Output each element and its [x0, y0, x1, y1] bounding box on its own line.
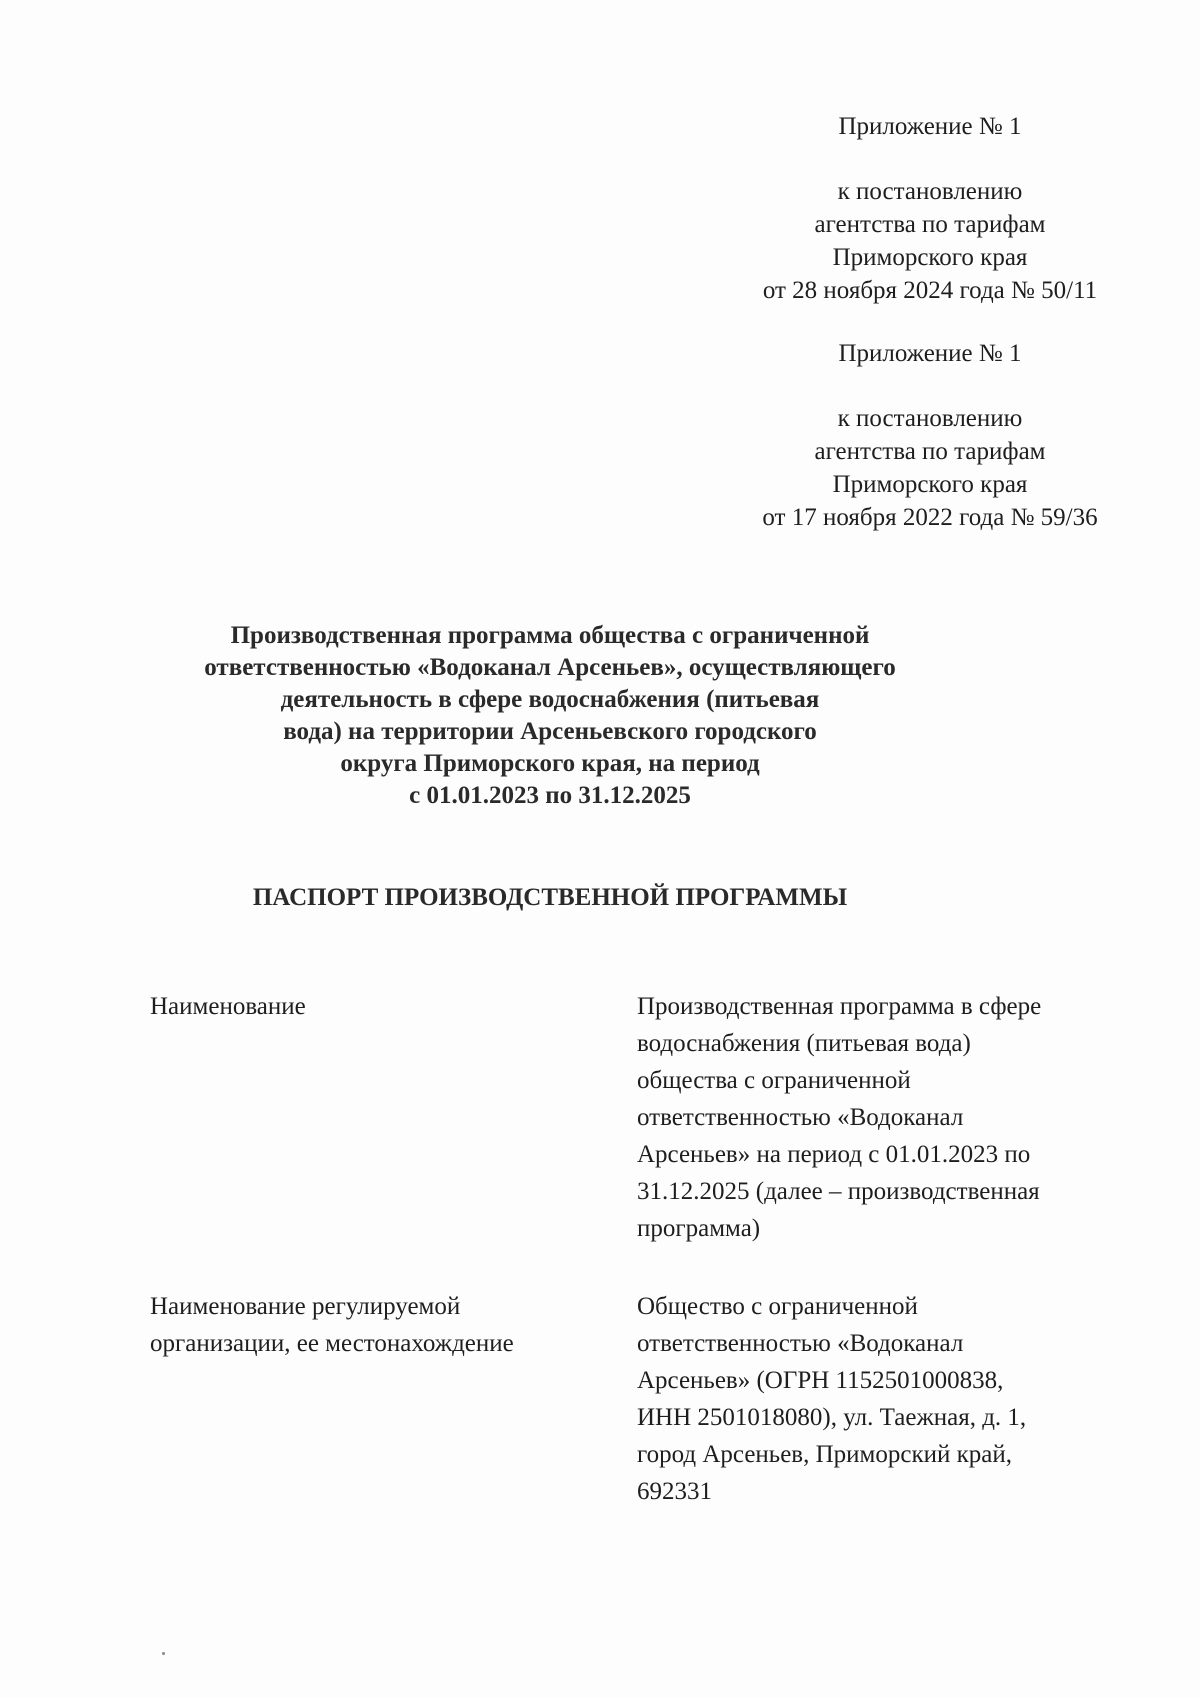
appendix-line: к постановлению: [837, 178, 1023, 205]
passport-heading: ПАСПОРТ ПРОИЗВОДСТВЕННОЙ ПРОГРАММЫ: [252, 884, 848, 911]
value-line: ответственностью «Водоканал: [637, 1330, 964, 1357]
appendix-title: Приложение № 1: [838, 113, 1022, 140]
value-line: Арсеньев» (ОГРН 1152501000838,: [637, 1367, 1004, 1394]
appendix-decree-date: от 28 ноября 2024 года № 50/11: [762, 277, 1098, 304]
value-line: город Арсеньев, Приморский край,: [637, 1441, 1012, 1468]
label-line: Наименование: [150, 993, 306, 1020]
program-title-line: деятельность в сфере водоснабжения (питьевая: [280, 686, 820, 713]
value-line: 692331: [637, 1478, 712, 1505]
value-line: ответственностью «Водоканал: [637, 1104, 964, 1131]
appendix-line: агентства по тарифам: [814, 438, 1046, 465]
program-title-line: с 01.01.2023 по 31.12.2025: [409, 782, 691, 809]
label-line: организации, ее местонахождение: [150, 1330, 514, 1357]
value-line: Арсеньев» на период с 01.01.2023 по: [637, 1141, 1031, 1168]
appendix-line: к постановлению: [837, 405, 1023, 432]
value-line: водоснабжения (питьевая вода): [637, 1030, 971, 1057]
program-title: [150, 620, 950, 812]
program-title-line: Производственная программа общества с ограниченной: [230, 622, 870, 649]
value-line: Общество с ограниченной: [637, 1293, 918, 1320]
passport-row-label: [150, 988, 610, 1025]
value-line: программа): [637, 1215, 761, 1242]
appendix-title: Приложение № 1: [838, 340, 1022, 367]
value-line: Производственная программа в сфере: [637, 993, 1042, 1020]
spacer: [735, 143, 1125, 175]
program-title-line: ответственностью «Водоканал Арсеньев», осуществляющего: [204, 654, 896, 681]
spacer: [735, 370, 1125, 402]
appendix-line: Приморского края: [832, 244, 1028, 271]
appendix-line: Приморского края: [832, 471, 1028, 498]
program-title-line: округа Приморского края, на период: [340, 750, 760, 777]
appendix-previous-block: [735, 337, 1125, 534]
passport-row-value: [637, 988, 1107, 1247]
appendix-current-block: [735, 110, 1125, 307]
value-line: 31.12.2025 (далее – производственная: [637, 1178, 1040, 1205]
passport-row-label: [150, 1288, 610, 1362]
passport-row-value: [637, 1288, 1107, 1510]
label-line: Наименование регулируемой: [150, 1293, 461, 1320]
appendix-line: агентства по тарифам: [814, 211, 1046, 238]
value-line: ИНН 2501018080), ул. Таежная, д. 1,: [637, 1404, 1027, 1431]
value-line: общества с ограниченной: [637, 1067, 911, 1094]
scan-speck: [162, 1652, 165, 1655]
program-title-line: вода) на территории Арсеньевского городского: [283, 718, 817, 745]
appendix-decree-date: от 17 ноября 2022 года № 59/36: [762, 504, 1098, 531]
